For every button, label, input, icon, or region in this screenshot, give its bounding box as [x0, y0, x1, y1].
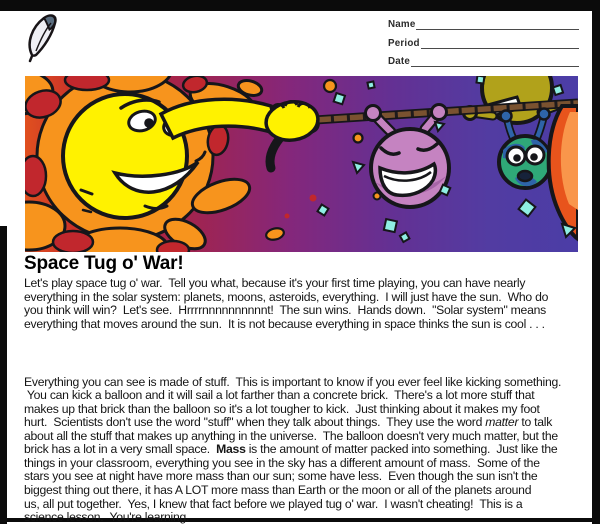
text-line: makes up that brick than the balloon so it's a lot tougher to kick. Just thinking about it makes my foot: [24, 401, 540, 416]
header-field-label: Name: [388, 19, 416, 31]
text-line: Let's play space tug o' war. Tell you what, because it's your first time playing, you can have nearly: [24, 276, 526, 290]
header-field-blank-line: [416, 17, 579, 30]
text-line: stars you see at night have more mass than our sun; some have less. Even though the sun isn't the: [24, 469, 538, 484]
header-field-blank-line: [411, 54, 579, 67]
feather-quill-icon: [24, 13, 62, 63]
text-line: things in your classroom, everything you see in the sky has a different amount of mass. Some of the: [24, 455, 540, 470]
header-field-label: Period: [388, 37, 420, 49]
body-paragraph: [24, 376, 600, 525]
text-line: you think will win? Let's see. Hrrrrnnnnnnnnnnt! The sun wins. Hands down. "Solar system" means: [24, 303, 546, 318]
header-field-blank-line: [421, 36, 579, 49]
text-line: science lesson. You're learning.: [24, 510, 190, 525]
text-line: biggest thing out there, it has A LOT more mass than Earth or the moon or all of the planets around: [24, 482, 532, 497]
header-field-row: [388, 49, 579, 67]
header-fields: [388, 12, 579, 67]
text-line: You can kick a balloon and it will sail a lot farther than a concrete brick. There's a lot more stuff that: [24, 388, 535, 403]
header-field-row: [388, 12, 579, 30]
text-line: Everything you can see is made of stuff. This is important to know if you ever feel like kicking something.: [24, 374, 562, 389]
header-field-row: [388, 30, 579, 48]
text-line: about all the stuff that makes up anything in the universe. The balloon doesn't very much matter, but the: [24, 428, 558, 443]
page-title: Space Tug o' War!: [24, 253, 184, 274]
text-line: us, all put together. Yes, I knew that fact before we played tug o' war. I wasn't cheating! This is a: [24, 496, 523, 511]
space-tugowar-illustration: [25, 76, 578, 252]
text-line: hurt. Scientists don't use the word "stuff" when they talk about things. They use the word matter to talk: [24, 415, 553, 430]
screen-edge-top: [0, 0, 600, 11]
screen-edge-left: [0, 226, 7, 524]
text-line: everything in the solar system: planets, moons, asteroids, everything. I will just have the sun. Who do: [24, 289, 549, 304]
text-line: brick has a lot in a very small space. Mass is the amount of matter packed into something. Just like the: [24, 442, 558, 457]
header-field-label: Date: [388, 56, 411, 68]
intro-paragraph: [24, 277, 600, 331]
text-line: everything that moves around the sun. It is not because everything in space thinks the sun is cool . . .: [24, 316, 545, 331]
